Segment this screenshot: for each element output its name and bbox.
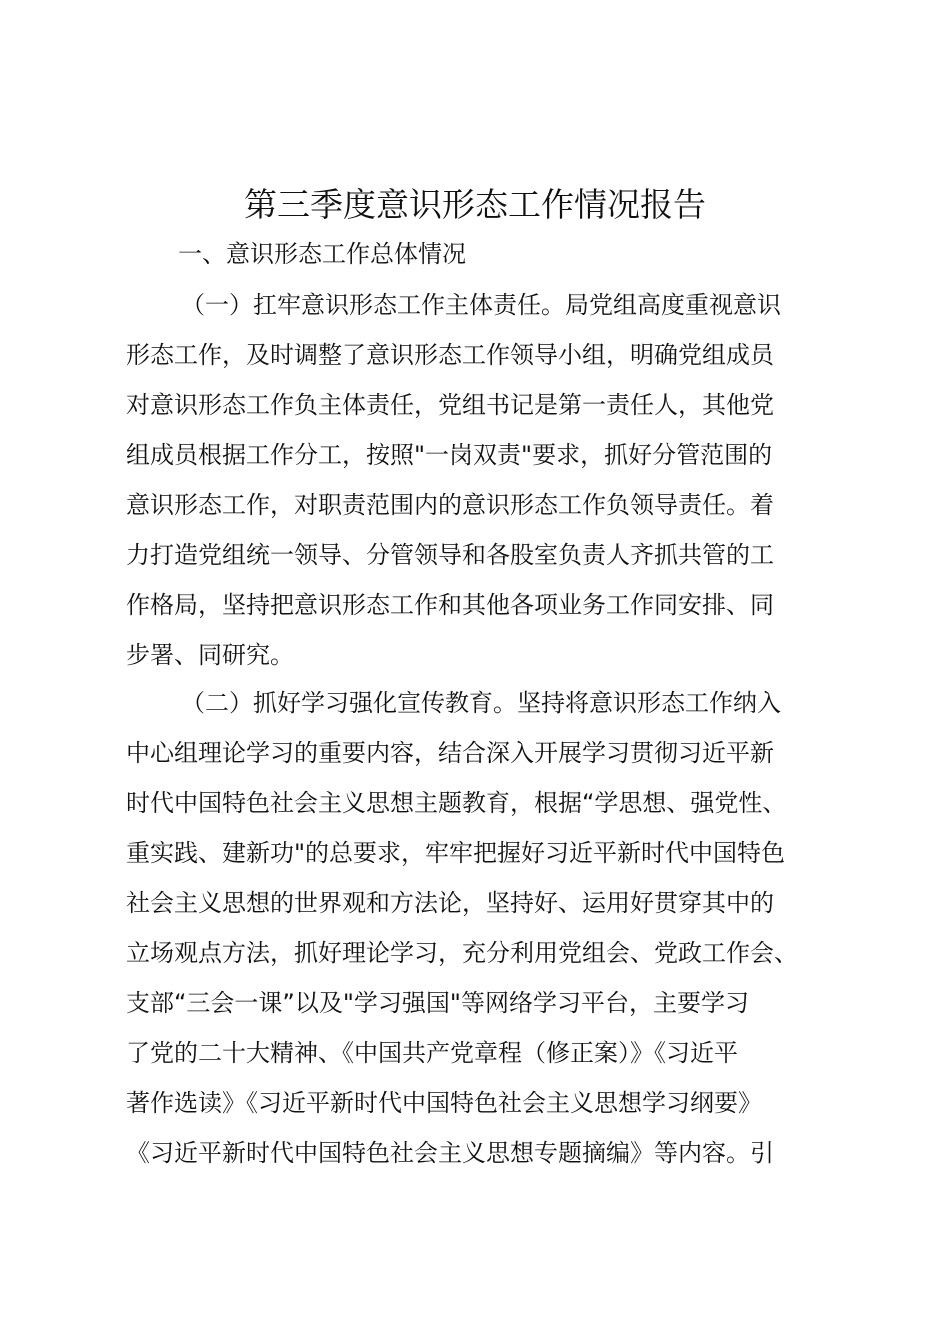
paragraph-line: 对意识形态工作负主体责任，党组书记是第一责任人，其他党 [126,391,774,419]
paragraph-line: 形态工作，及时调整了意识形态工作领导小组，明确党组成员 [126,341,774,369]
paragraph-line: （一）扛牢意识形态工作主体责任。局党组高度重视意识 [181,291,781,319]
paragraph-line: 意识形态工作，对职责范围内的意识形态工作负领导责任。着 [126,491,774,519]
section-heading: 一、意识形态工作总体情况 [178,240,466,268]
paragraph-line: 著作选读》《习近平新时代中国特色社会主义思想学习纲要》 [126,1089,762,1117]
paragraph-line: 重实践、建新功"的总要求，牢牢把握好习近平新时代中国特色 [126,839,786,867]
paragraph-line: 支部“三会一课”以及"学习强国"等网络学习平台，主要学习 [126,989,749,1017]
paragraph-line: 了党的二十大精神、《中国共产党章程（修正案）》《习近平 [126,1039,738,1067]
document-title: 第三季度意识形态工作情况报告 [244,185,706,224]
paragraph-line: 社会主义思想的世界观和方法论，坚持好、运用好贯穿其中的 [126,889,774,917]
paragraph-line: 作格局，坚持把意识形态工作和其他各项业务工作同安排、同 [126,591,774,619]
paragraph-line: 时代中国特色社会主义思想主题教育，根据“学思想、强党性、 [126,789,787,817]
paragraph-line: （二）抓好学习强化宣传教育。坚持将意识形态工作纳入 [181,689,781,717]
paragraph-line: 组成员根据工作分工，按照"一岗双责"要求，抓好分管范围的 [126,441,773,469]
paragraph-line: 《习近平新时代中国特色社会主义思想专题摘编》等内容。引 [126,1139,774,1167]
paragraph-line: 中心组理论学习的重要内容，结合深入开展学习贯彻习近平新 [126,739,774,767]
paragraph-1 [126,280,834,680]
paragraph-line: 步署、同研究。 [126,641,294,669]
paragraph-line: 立场观点方法，抓好理论学习，充分利用党组会、党政工作会、 [126,939,798,967]
paragraph-2 [126,678,834,1178]
paragraph-line: 力打造党组统一领导、分管领导和各股室负责人齐抓共管的工 [126,541,774,569]
